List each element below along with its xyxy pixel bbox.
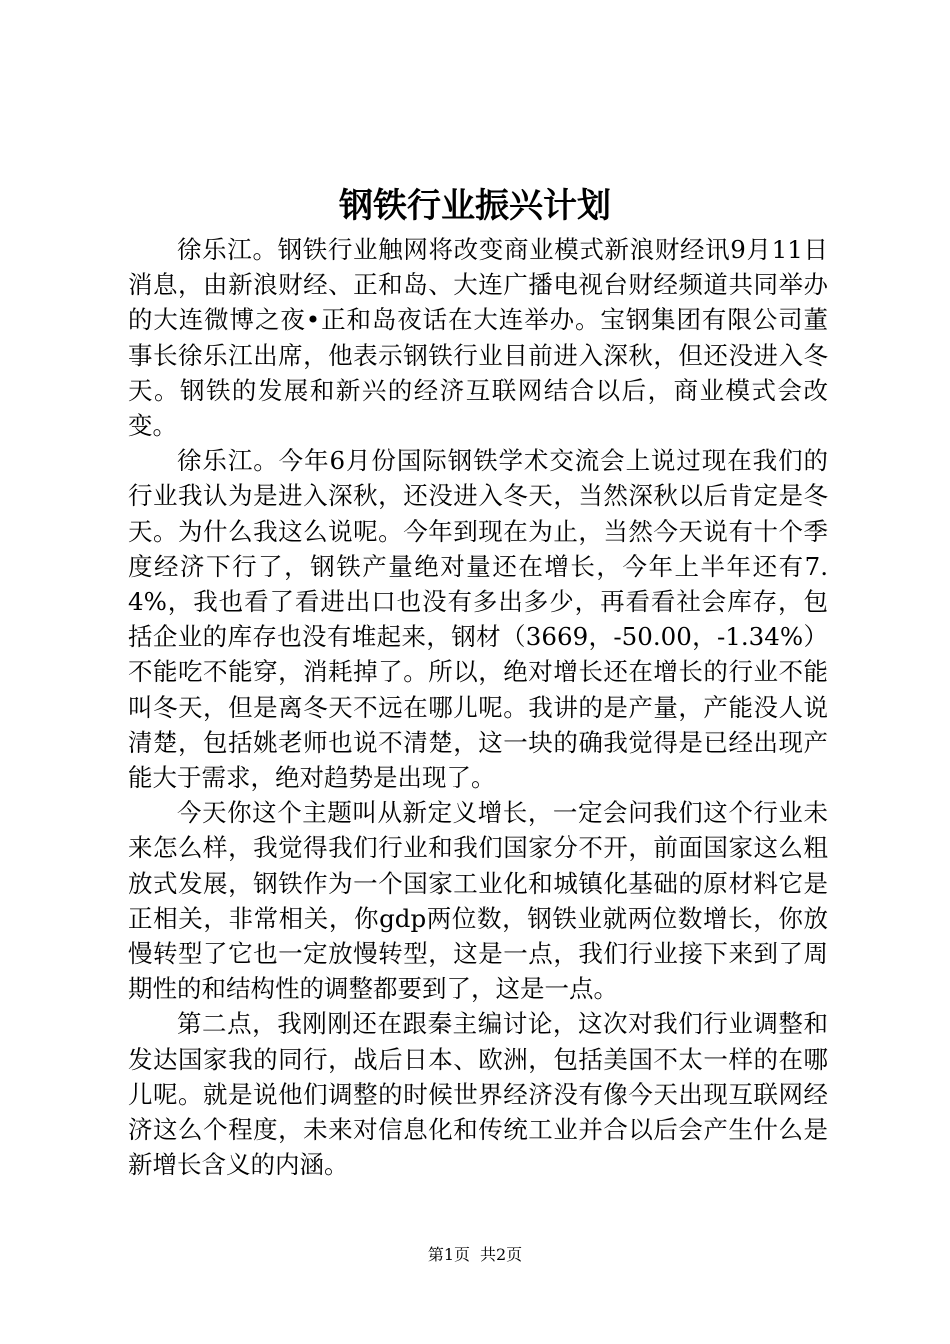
page-footer: [0, 1243, 950, 1267]
paragraph: 徐乐江。今年6月份国际钢铁学术交流会上说过现在我们的行业我认为是进入深秋，还没进入冬天，当然深秋以后肯定是冬天。为什么我这么说呢。今年到现在为止，当然今天说有十个季度经济下行了，钢铁产量绝对量还在增长，今年上半年还有7.4%，我也看了看进出口也没有多出多少，再看看社会库存，包括企业的库存也没有堆起来，钢材（3669，-50.00，-1.34%）不能吃不能穿，消耗掉了。所以，绝对增长还在增长的行业不能叫冬天，但是离冬天不远在哪儿呢。我讲的是产量，产能没人说清楚，包括姚老师也说不清楚，这一块的确我觉得是已经出现产能大于需求，绝对趋势是出现了。: [128, 446, 828, 793]
paragraph: 今天你这个主题叫从新定义增长，一定会问我们这个行业未来怎么样，我觉得我们行业和我们国家分不开，前面国家这么粗放式发展，钢铁作为一个国家工业化和城镇化基础的原材料它是正相关，非常相关，你gdp两位数，钢铁业就两位数增长，你放慢转型了它也一定放慢转型，这是一点，我们行业接下来到了周期性的和结构性的调整都要到了，这是一点。: [128, 798, 828, 1004]
document-title: 钢铁行业振兴计划: [339, 186, 611, 226]
paragraph: 徐乐江。钢铁行业触网将改变商业模式新浪财经讯9月11日消息，由新浪财经、正和岛、大连广播电视台财经频道共同举办的大连微博之夜•正和岛夜话在大连举办。宝钢集团有限公司董事长徐乐江出席，他表示钢铁行业目前进入深秋，但还没进入冬天。钢铁的发展和新兴的经济互联网结合以后，商业模式会改变。: [128, 235, 828, 441]
paragraph: 第二点，我刚刚还在跟秦主编讨论，这次对我们行业调整和发达国家我的同行，战后日本、欧洲，包括美国不太一样的在哪儿呢。就是说他们调整的时候世界经济没有像今天出现互联网经济这么个程度，未来对信息化和传统工业并合以后会产生什么是新增长含义的内涵。: [128, 1009, 828, 1180]
document-body: [128, 232, 828, 1182]
page-number-current: 第1页: [427, 1245, 470, 1264]
page-number-total: 共2页: [480, 1245, 523, 1264]
